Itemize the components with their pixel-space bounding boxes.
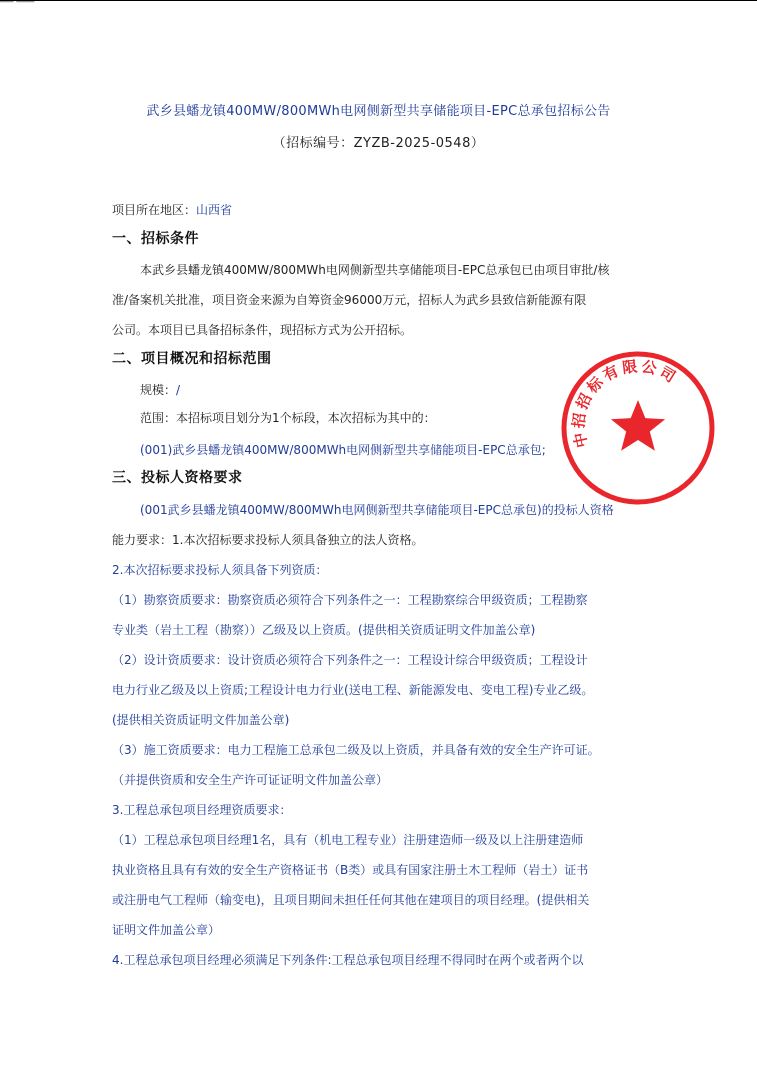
qualification-line-1: (001武乡县蟠龙镇400MW/800MWh电网侧新型共享储能项目-EPC总承包)的投标人资格 [140, 503, 614, 517]
qualification-line-12: （1）工程总承包项目经理1名，具有（机电工程专业）注册建造师一级及以上注册建造师 [112, 833, 584, 847]
section-heading-overview: 二、项目概况和招标范围 [112, 351, 272, 367]
location-line [112, 202, 232, 218]
qualification-line-10: （并提供资质和安全生产许可证证明文件加盖公章） [112, 773, 389, 787]
section-heading-qualification: 三、投标人资格要求 [112, 470, 243, 486]
location-label: 项目所在地区： [112, 203, 197, 217]
page-top-rule [0, 0, 757, 1]
seal-text: 中招招标有限公司 [569, 357, 682, 450]
page-top-snippet [0, 0, 34, 3]
section-heading-conditions: 一、招标条件 [112, 231, 199, 247]
qualification-line-8: (提供相关资质证明文件加盖公章) [112, 713, 290, 727]
qualification-line-3: 2.本次招标要求投标人须具备下列资质： [112, 563, 328, 577]
qualification-line-15: 证明文件加盖公章） [112, 923, 221, 937]
qualification-line-9: （3）施工资质要求：电力工程施工总承包二级及以上资质，并具备有效的安全生产许可证。 [112, 743, 600, 757]
company-seal [558, 348, 718, 508]
conditions-line-2: 准/备案机关批准，项目资金来源为自筹资金96000万元，招标人为武乡县致信新能源有限 [112, 293, 587, 307]
lot-line: (001)武乡县蟠龙镇400MW/800MWh电网侧新型共享储能项目-EPC总承包; [140, 443, 546, 457]
document-number: （招标编号：ZYZB-2025-0548） [272, 136, 485, 151]
conditions-line-3: 公司。本项目已具备招标条件，现招标方式为公开招标。 [112, 323, 413, 337]
range-line: 范围：本招标项目划分为1个标段，本次招标为其中的： [140, 411, 436, 425]
qualification-line-16: 4.工程总承包项目经理必须满足下列条件:工程总承包项目经理不得同时在两个或者两个以 [112, 953, 584, 967]
scale-value: / [176, 383, 181, 397]
document-title: 武乡县蟠龙镇400MW/800MWh电网侧新型共享储能项目-EPC总承包招标公告 [146, 104, 611, 119]
conditions-line-1: 本武乡县蟠龙镇400MW/800MWh电网侧新型共享储能项目-EPC总承包已由项目审批/核 [140, 263, 610, 277]
qualification-line-7: 电力行业乙级及以上资质;工程设计电力行业(送电工程、新能源发电、变电工程)专业乙级。 [112, 683, 594, 697]
seal-star-icon [611, 400, 665, 451]
scale-label: 规模： [140, 383, 177, 397]
qualification-line-5: 专业类（岩土工程（勘察））乙级及以上资质。(提供相关资质证明文件加盖公章) [112, 623, 536, 637]
location-value: 山西省 [196, 203, 233, 217]
qualification-line-11: 3.工程总承包项目经理资质要求： [112, 803, 292, 817]
qualification-line-13: 执业资格且具有有效的安全生产资格证书（B类）或具有国家注册土木工程师（岩土）证书 [112, 863, 589, 877]
scale-line [140, 382, 180, 398]
qualification-line-6: （2）设计资质要求：设计资质必须符合下列条件之一：工程设计综合甲级资质；工程设计 [112, 653, 588, 667]
qualification-line-4: （1）勘察资质要求：勘察资质必须符合下列条件之一：工程勘察综合甲级资质；工程勘察 [112, 593, 588, 607]
qualification-line-14: 或注册电气工程师（输变电)，且项目期间未担任任何其他在建项目的项目经理。(提供相关 [112, 893, 590, 907]
qualification-line-2: 能力要求：1.本次招标要求投标人须具备独立的法人资格。 [112, 533, 424, 547]
